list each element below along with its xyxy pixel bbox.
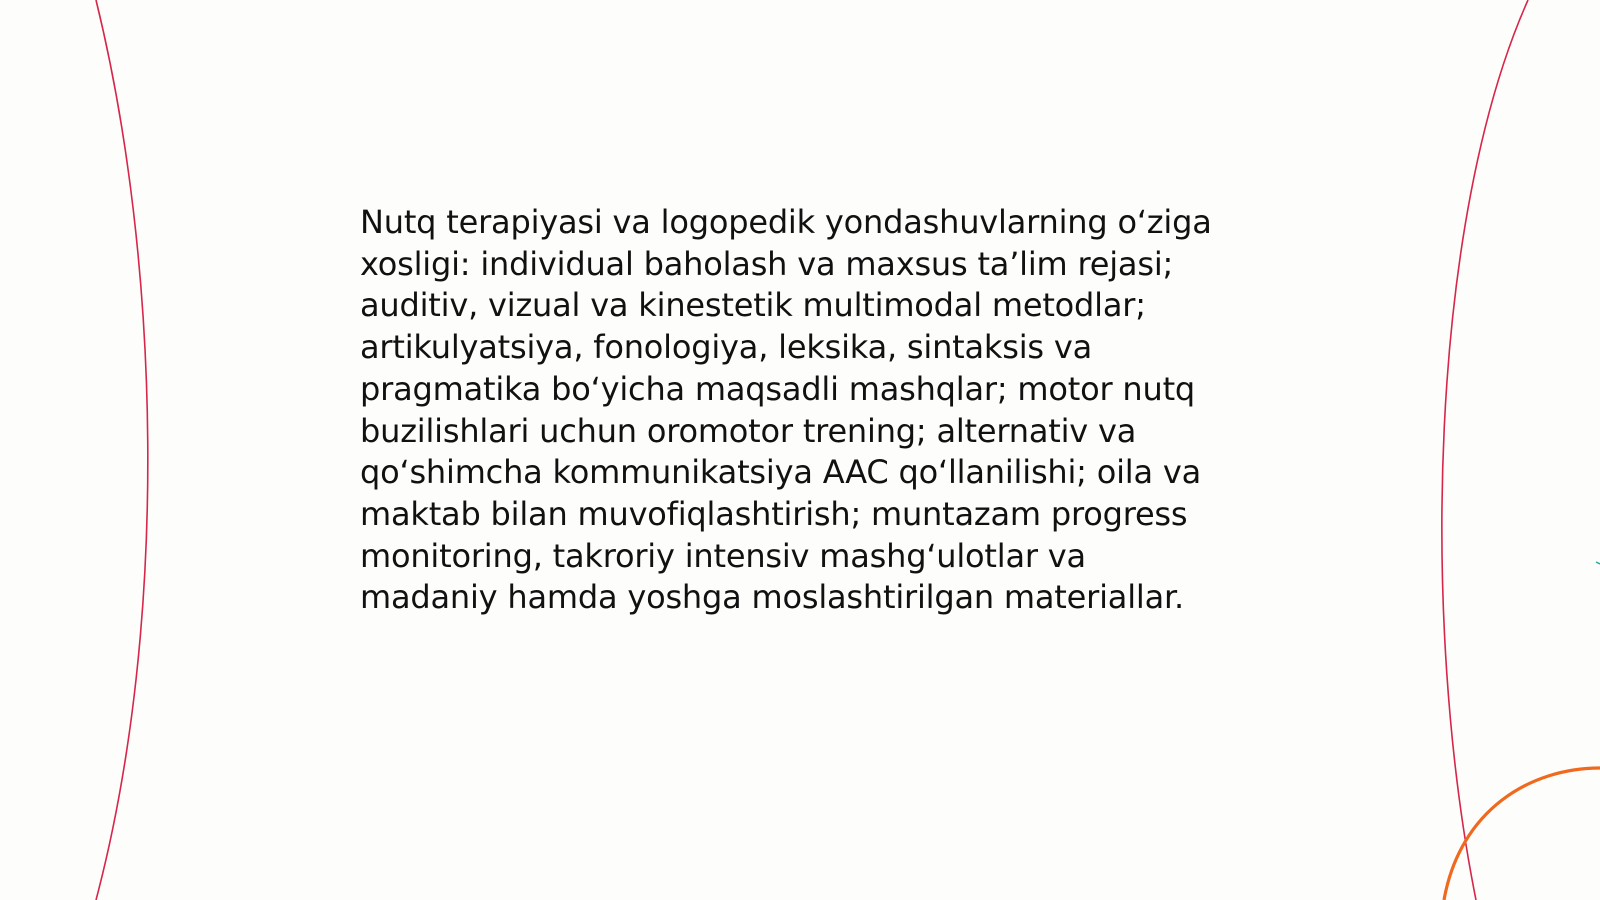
right-edge-tick xyxy=(1596,562,1600,564)
body-paragraph xyxy=(360,202,1260,619)
body-line: xosligi: individual baholash va maxsus ta’lim rejasi; xyxy=(360,244,1174,283)
right-decorative-curve xyxy=(1442,0,1528,900)
corner-orange-arc xyxy=(1444,768,1600,900)
body-line: artikulyatsiya, fonologiya, leksika, sintaksis va xyxy=(360,328,1093,367)
body-line: auditiv, vizual va kinestetik multimodal metodlar; xyxy=(360,286,1146,325)
body-line: maktab bilan muvofiqlashtirish; muntazam progress xyxy=(360,494,1188,533)
body-line: madaniy hamda yoshga moslashtirilgan materiallar. xyxy=(360,578,1184,617)
body-line: qo‘shimcha kommunikatsiya AAC qo‘llanilishi; oila va xyxy=(360,453,1202,492)
left-decorative-curve xyxy=(96,0,148,900)
body-line: Nutq terapiyasi va logopedik yondashuvlarning o‘ziga xyxy=(360,203,1212,241)
body-line: pragmatika bo‘yicha maqsadli mashqlar; motor nutq xyxy=(360,369,1196,408)
body-line: monitoring, takroriy intensiv mashg‘ulotlar va xyxy=(360,536,1086,575)
body-line: buzilishlari uchun oromotor trening; alternativ va xyxy=(360,411,1137,450)
